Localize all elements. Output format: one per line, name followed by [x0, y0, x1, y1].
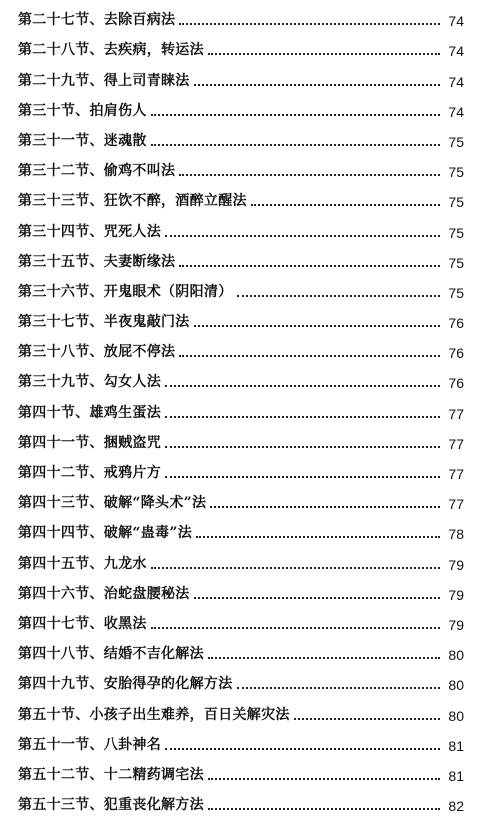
toc-dot-leader [165, 416, 440, 418]
toc-entry-page-number: 75 [448, 194, 464, 211]
toc-dot-leader [151, 567, 440, 569]
toc-entry-title: 第三十三节、狂饮不醉，酒醉立醒法 [18, 193, 247, 210]
toc-dot-leader [151, 627, 440, 629]
toc-dot-leader [179, 23, 440, 25]
toc-entry[interactable] [18, 215, 464, 245]
toc-entry-page-number: 75 [448, 284, 464, 301]
toc-entry-page-number: 75 [448, 164, 464, 181]
toc-entry[interactable] [18, 517, 464, 547]
toc-dot-leader [194, 325, 440, 327]
toc-entry-title: 第二十八节、去疾病，转运法 [18, 42, 204, 59]
toc-entry-page-number: 80 [448, 707, 464, 724]
toc-entry[interactable] [18, 185, 464, 215]
toc-entry[interactable] [18, 155, 464, 185]
toc-dot-leader [151, 114, 440, 116]
toc-dot-leader [179, 174, 440, 176]
toc-entry-title: 第三十九节、勾女人法 [18, 374, 161, 391]
toc-entry-title: 第五十三节、犯重丧化解方法 [18, 797, 204, 814]
toc-entry-title: 第三十四节、咒死人法 [18, 223, 161, 240]
toc-entry-page-number: 79 [448, 556, 464, 573]
toc-dot-leader [165, 476, 440, 478]
toc-dot-leader [165, 385, 440, 387]
toc-entry-title: 第四十八节、结婚不吉化解法 [18, 646, 204, 663]
toc-dot-leader [208, 53, 440, 55]
toc-dot-leader [151, 144, 440, 146]
toc-entry-page-number: 74 [448, 73, 464, 90]
toc-entry-title: 第五十二节、十二精药调宅法 [18, 766, 204, 783]
toc-dot-leader [179, 355, 440, 357]
toc-entry-title: 第四十二节、戒鸦片方 [18, 465, 161, 481]
toc-entry-page-number: 81 [448, 737, 464, 754]
toc-entry-title: 第四十四节、破解“蛊毒”法 [18, 525, 193, 542]
toc-entry-title: 第三十七节、半夜鬼敲门法 [18, 314, 190, 331]
toc-entry-title: 第二十七节、去除百病法 [18, 12, 176, 29]
toc-entry-page-number: 75 [448, 254, 464, 271]
toc-entry[interactable] [18, 547, 464, 577]
toc-entry[interactable] [18, 698, 464, 728]
toc-entry[interactable] [18, 608, 464, 638]
toc-entry[interactable] [18, 34, 464, 64]
toc-dot-leader [194, 597, 440, 599]
toc-entry-page-number: 77 [448, 405, 464, 422]
toc-entry-title: 第二十九节、得上司青睐法 [18, 72, 190, 89]
toc-entry-page-number: 74 [448, 103, 464, 120]
toc-entry-page-number: 79 [448, 616, 464, 633]
toc-entry-page-number: 79 [448, 586, 464, 603]
toc-entry[interactable] [18, 336, 464, 366]
toc-entry-page-number: 77 [448, 466, 464, 482]
toc-entry[interactable] [18, 306, 464, 336]
toc-entry[interactable] [18, 396, 464, 426]
toc-entry-title: 第三十六节、开鬼眼术（阴阳清） [18, 283, 233, 300]
toc-dot-leader [196, 536, 440, 538]
toc-entry-page-number: 76 [448, 315, 464, 332]
toc-entry-page-number: 74 [448, 13, 464, 30]
toc-entry[interactable] [18, 668, 464, 698]
toc-entry-title: 第三十节、拍肩伤人 [18, 102, 147, 119]
toc-entry-page-number: 77 [448, 435, 464, 452]
table-of-contents [18, 4, 464, 819]
toc-dot-leader [208, 778, 440, 780]
toc-dot-leader [294, 718, 440, 720]
toc-entry[interactable] [18, 578, 464, 608]
toc-entry[interactable] [18, 638, 464, 668]
toc-entry-page-number: 78 [448, 526, 464, 543]
toc-entry-page-number: 75 [448, 224, 464, 241]
toc-entry[interactable] [18, 246, 464, 276]
toc-entry-title: 第三十二节、偷鸡不叫法 [18, 163, 176, 180]
toc-dot-leader [208, 808, 440, 810]
toc-entry-title: 第四十七节、收黑法 [18, 615, 147, 632]
toc-entry[interactable] [18, 789, 464, 819]
toc-entry-title: 第五十节、小孩子出生难养，百日关解灾法 [18, 706, 290, 723]
toc-entry[interactable] [18, 4, 464, 34]
toc-dot-leader [179, 265, 440, 267]
toc-entry[interactable] [18, 759, 464, 789]
toc-entry-page-number: 81 [448, 767, 464, 784]
toc-dot-leader [251, 204, 440, 206]
toc-dot-leader [194, 84, 440, 86]
toc-entry-title: 第四十节、雄鸡生蛋法 [18, 404, 161, 421]
toc-entry-title: 第四十一节、捆贼盗咒 [18, 434, 161, 451]
toc-entry-page-number: 75 [448, 133, 464, 150]
toc-entry[interactable] [18, 366, 464, 396]
toc-entry-title: 第四十九节、安胎得孕的化解方法 [18, 676, 233, 693]
toc-entry[interactable] [18, 427, 464, 457]
toc-entry[interactable] [18, 64, 464, 94]
toc-dot-leader [165, 235, 440, 237]
toc-dot-leader [165, 748, 440, 750]
toc-entry[interactable] [18, 276, 464, 306]
toc-entry[interactable] [18, 125, 464, 155]
toc-entry-title: 第三十五节、夫妻断缘法 [18, 253, 176, 270]
toc-entry[interactable] [18, 487, 464, 517]
toc-entry-title: 第四十六节、治蛇盘腰秘法 [18, 585, 190, 602]
toc-entry-title: 第三十八节、放屁不停法 [18, 344, 176, 361]
toc-entry[interactable] [18, 95, 464, 125]
toc-entry-page-number: 80 [448, 677, 464, 694]
toc-dot-leader [237, 295, 441, 297]
toc-entry-page-number: 80 [448, 647, 464, 664]
toc-dot-leader [210, 506, 440, 508]
toc-dot-leader [237, 687, 441, 689]
toc-entry-page-number: 76 [448, 375, 464, 392]
toc-entry-title: 第三十一节、迷魂散 [18, 132, 147, 149]
toc-dot-leader [208, 657, 440, 659]
toc-entry-title: 第五十一节、八卦神名 [18, 736, 161, 753]
toc-entry-page-number: 77 [448, 496, 464, 513]
toc-entry[interactable] [18, 729, 464, 759]
toc-entry-title: 第四十五节、九龙水 [18, 555, 147, 572]
toc-entry-page-number: 82 [448, 798, 464, 815]
toc-entry-page-number: 74 [448, 43, 464, 60]
toc-entry-page-number: 76 [448, 345, 464, 362]
toc-entry[interactable] [18, 457, 464, 487]
toc-entry-title: 第四十三节、破解“降头术”法 [18, 495, 207, 512]
toc-dot-leader [165, 446, 440, 448]
